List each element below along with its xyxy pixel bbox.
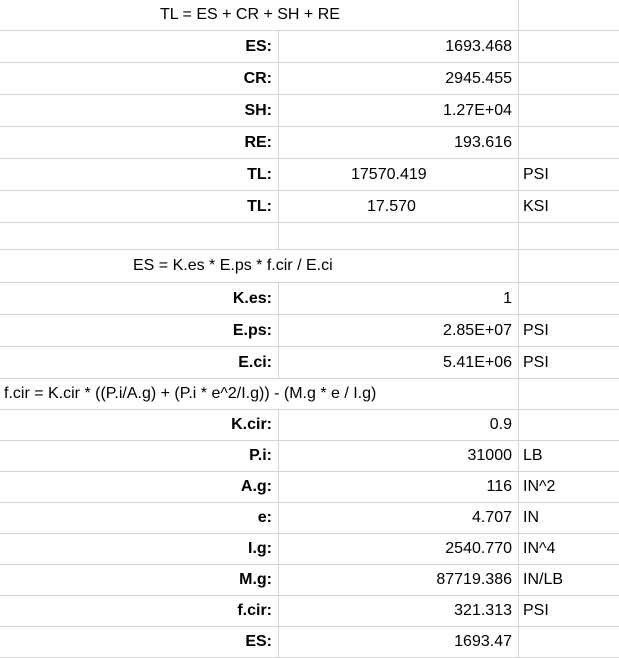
row-es-result — [0, 627, 619, 658]
value-kcir[interactable]: 0.9 — [279, 410, 519, 441]
row-empty — [0, 223, 619, 250]
value-pi[interactable]: 31000 — [279, 441, 519, 472]
row-ag — [0, 472, 619, 503]
unit-pi[interactable]: LB — [519, 441, 619, 472]
row-eps — [0, 315, 619, 347]
row-cr — [0, 63, 619, 95]
value-tl-ksi[interactable]: 17.570 — [279, 191, 519, 223]
label-sh[interactable]: SH: — [0, 95, 279, 127]
unit-kcir[interactable] — [519, 410, 619, 441]
unit-kes[interactable] — [519, 283, 619, 315]
unit-re[interactable] — [519, 127, 619, 159]
value-es-result[interactable]: 1693.47 — [279, 627, 519, 658]
label-eci[interactable]: E.ci: — [0, 347, 279, 379]
value-ig[interactable]: 2540.770 — [279, 534, 519, 565]
formula-es[interactable]: ES = K.es * E.ps * f.cir / E.ci — [0, 250, 519, 283]
unit-sh[interactable] — [519, 95, 619, 127]
label-fcir[interactable]: f.cir: — [0, 596, 279, 627]
label-mg[interactable]: M.g: — [0, 565, 279, 596]
value-mg[interactable]: 87719.386 — [279, 565, 519, 596]
unit-eci[interactable]: PSI — [519, 347, 619, 379]
unit-ag[interactable]: IN^2 — [519, 472, 619, 503]
row-kcir — [0, 410, 619, 441]
value-cr[interactable]: 2945.455 — [279, 63, 519, 95]
row-sh — [0, 95, 619, 127]
label-re[interactable]: RE: — [0, 127, 279, 159]
row-e — [0, 503, 619, 534]
row-kes — [0, 283, 619, 315]
unit-e[interactable]: IN — [519, 503, 619, 534]
label-kes[interactable]: K.es: — [0, 283, 279, 315]
label-es[interactable]: ES: — [0, 31, 279, 63]
value-eci[interactable]: 5.41E+06 — [279, 347, 519, 379]
value-sh[interactable]: 1.27E+04 — [279, 95, 519, 127]
row-mg — [0, 565, 619, 596]
unit-es-result[interactable] — [519, 627, 619, 658]
value-eps[interactable]: 2.85E+07 — [279, 315, 519, 347]
label-kcir[interactable]: K.cir: — [0, 410, 279, 441]
unit-eps[interactable]: PSI — [519, 315, 619, 347]
row-re — [0, 127, 619, 159]
label-ig[interactable]: I.g: — [0, 534, 279, 565]
row-es-formula — [0, 250, 619, 283]
label-cr[interactable]: CR: — [0, 63, 279, 95]
value-fcir[interactable]: 321.313 — [279, 596, 519, 627]
label-es-result[interactable]: ES: — [0, 627, 279, 658]
empty-cell[interactable] — [519, 250, 619, 283]
unit-fcir[interactable]: PSI — [519, 596, 619, 627]
empty-cell[interactable] — [0, 223, 279, 250]
unit-cr[interactable] — [519, 63, 619, 95]
empty-cell[interactable] — [279, 223, 519, 250]
unit-mg[interactable]: IN/LB — [519, 565, 619, 596]
empty-cell[interactable] — [519, 223, 619, 250]
row-es — [0, 31, 619, 63]
row-fcir-formula — [0, 379, 619, 410]
value-re[interactable]: 193.616 — [279, 127, 519, 159]
value-e[interactable]: 4.707 — [279, 503, 519, 534]
label-pi[interactable]: P.i: — [0, 441, 279, 472]
row-eci — [0, 347, 619, 379]
row-tl-ksi — [0, 191, 619, 223]
row-pi — [0, 441, 619, 472]
value-es[interactable]: 1693.468 — [279, 31, 519, 63]
row-ig — [0, 534, 619, 565]
label-tl-ksi[interactable]: TL: — [0, 191, 279, 223]
label-tl-psi[interactable]: TL: — [0, 159, 279, 191]
value-ag[interactable]: 116 — [279, 472, 519, 503]
value-kes[interactable]: 1 — [279, 283, 519, 315]
row-fcir — [0, 596, 619, 627]
label-e[interactable]: e: — [0, 503, 279, 534]
unit-es[interactable] — [519, 31, 619, 63]
formula-tl[interactable]: TL = ES + CR + SH + RE — [0, 0, 519, 31]
unit-tl-ksi[interactable]: KSI — [519, 191, 619, 223]
unit-tl-psi[interactable]: PSI — [519, 159, 619, 191]
label-eps[interactable]: E.ps: — [0, 315, 279, 347]
empty-cell[interactable] — [519, 0, 619, 31]
empty-cell[interactable] — [519, 379, 619, 410]
row-tl-psi — [0, 159, 619, 191]
row-tl-formula — [0, 0, 619, 31]
label-ag[interactable]: A.g: — [0, 472, 279, 503]
unit-ig[interactable]: IN^4 — [519, 534, 619, 565]
formula-fcir[interactable]: f.cir = K.cir * ((P.i/A.g) + (P.i * e^2/I.g)) - (M.g * e / I.g) — [0, 379, 519, 410]
value-tl-psi[interactable]: 17570.419 — [279, 159, 519, 191]
